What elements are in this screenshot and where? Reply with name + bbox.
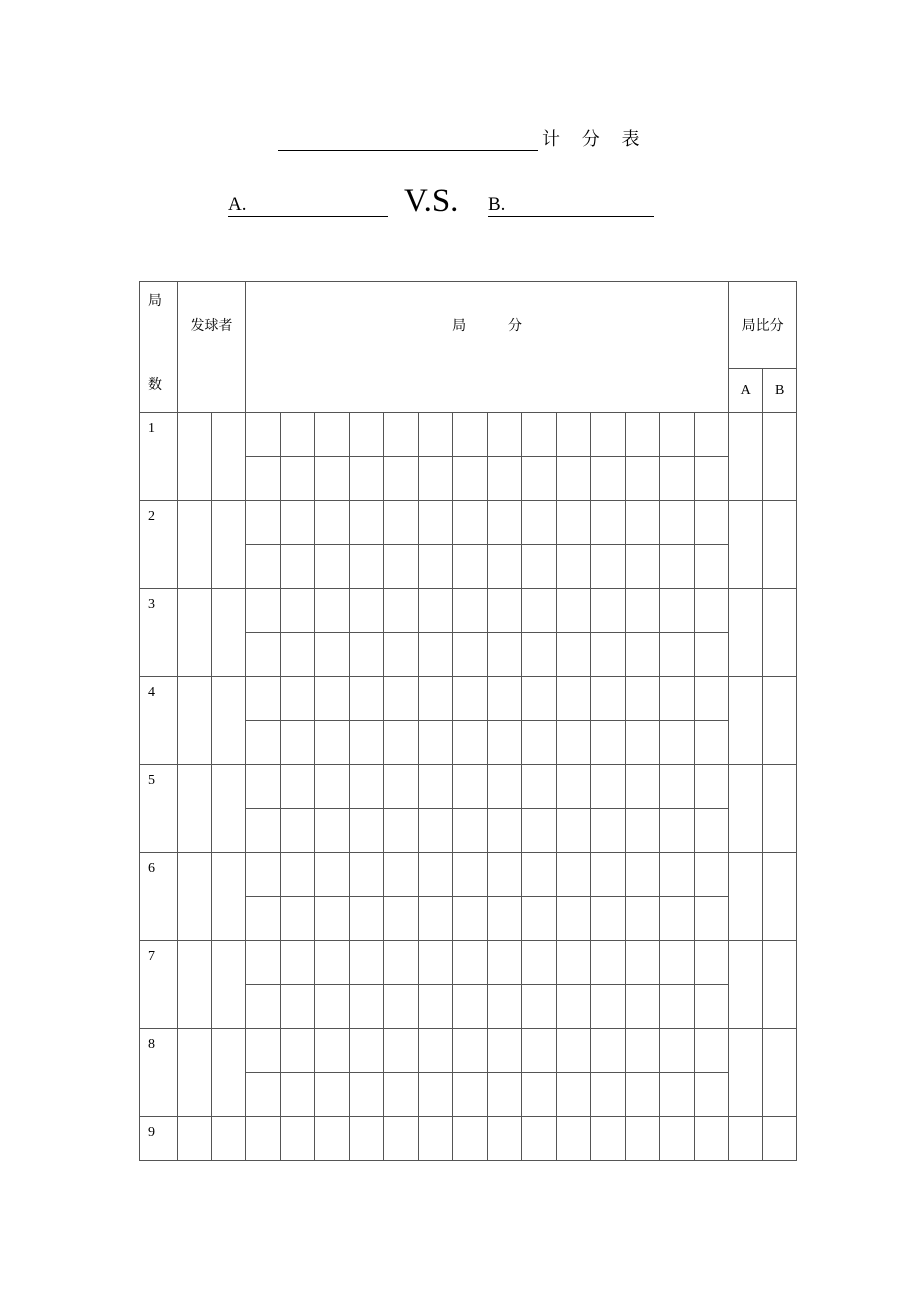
- point-cell[interactable]: [660, 809, 695, 853]
- point-cell[interactable]: [280, 501, 315, 545]
- point-cell[interactable]: [384, 457, 419, 501]
- ratio-a-cell[interactable]: [729, 1029, 763, 1117]
- point-cell[interactable]: [694, 1029, 729, 1073]
- point-cell[interactable]: [315, 1073, 350, 1117]
- point-cell[interactable]: [694, 941, 729, 985]
- point-cell[interactable]: [384, 501, 419, 545]
- point-cell[interactable]: [625, 501, 660, 545]
- point-cell[interactable]: [625, 1073, 660, 1117]
- point-cell[interactable]: [660, 721, 695, 765]
- point-cell[interactable]: [418, 413, 453, 457]
- point-cell[interactable]: [660, 545, 695, 589]
- point-cell[interactable]: [694, 633, 729, 677]
- point-cell[interactable]: [280, 941, 315, 985]
- point-cell[interactable]: [694, 765, 729, 809]
- point-cell[interactable]: [349, 589, 384, 633]
- point-cell[interactable]: [315, 1117, 350, 1161]
- point-cell[interactable]: [591, 1029, 626, 1073]
- point-cell[interactable]: [349, 853, 384, 897]
- game-header-bottom: 数: [148, 377, 162, 393]
- point-cell[interactable]: [384, 677, 419, 721]
- point-cell[interactable]: [384, 413, 419, 457]
- point-cell[interactable]: [349, 413, 384, 457]
- point-cell[interactable]: [625, 633, 660, 677]
- point-cell[interactable]: [694, 501, 729, 545]
- point-cell[interactable]: [384, 765, 419, 809]
- game-number: 1: [140, 413, 178, 501]
- point-cell[interactable]: [280, 457, 315, 501]
- point-cell[interactable]: [280, 633, 315, 677]
- point-cell[interactable]: [522, 545, 557, 589]
- ratio-a-cell[interactable]: [729, 501, 763, 589]
- point-cell[interactable]: [315, 633, 350, 677]
- server-cell[interactable]: [178, 941, 212, 1029]
- point-cell[interactable]: [522, 941, 557, 985]
- point-cell[interactable]: [522, 897, 557, 941]
- server-cell[interactable]: [178, 589, 212, 677]
- point-cell[interactable]: [660, 1117, 695, 1161]
- point-cell[interactable]: [349, 1117, 384, 1161]
- point-cell[interactable]: [660, 589, 695, 633]
- point-cell[interactable]: [522, 413, 557, 457]
- point-cell[interactable]: [556, 501, 591, 545]
- point-cell[interactable]: [384, 721, 419, 765]
- point-cell[interactable]: [349, 985, 384, 1029]
- event-name-blank[interactable]: [278, 128, 538, 151]
- point-cell[interactable]: [556, 985, 591, 1029]
- point-cell[interactable]: [418, 985, 453, 1029]
- point-cell[interactable]: [315, 941, 350, 985]
- server-cell[interactable]: [212, 501, 246, 589]
- point-cell[interactable]: [315, 457, 350, 501]
- point-cell[interactable]: [625, 897, 660, 941]
- point-cell[interactable]: [349, 765, 384, 809]
- server-cell[interactable]: [212, 765, 246, 853]
- ratio-a-header: A: [729, 369, 763, 413]
- server-cell[interactable]: [212, 1029, 246, 1117]
- point-cell[interactable]: [625, 809, 660, 853]
- point-cell[interactable]: [418, 721, 453, 765]
- score-table: [139, 281, 797, 1161]
- point-cell[interactable]: [384, 1117, 419, 1161]
- point-cell[interactable]: [591, 897, 626, 941]
- team-b-field[interactable]: B.: [488, 194, 654, 217]
- ratio-b-cell[interactable]: [763, 589, 797, 677]
- point-cell[interactable]: [522, 589, 557, 633]
- point-cell[interactable]: [591, 765, 626, 809]
- point-cell[interactable]: [625, 765, 660, 809]
- ratio-a-cell[interactable]: [729, 413, 763, 501]
- game-header-top: 局: [148, 293, 162, 309]
- game-number: 2: [140, 501, 178, 589]
- server-cell[interactable]: [212, 413, 246, 501]
- point-cell[interactable]: [625, 721, 660, 765]
- server-cell[interactable]: [212, 677, 246, 765]
- server-cell[interactable]: [178, 413, 212, 501]
- point-cell[interactable]: [660, 985, 695, 1029]
- server-cell[interactable]: [212, 941, 246, 1029]
- ratio-a-cell[interactable]: [729, 677, 763, 765]
- point-cell[interactable]: [246, 501, 281, 545]
- point-cell[interactable]: [315, 545, 350, 589]
- server-cell[interactable]: [212, 589, 246, 677]
- point-cell[interactable]: [556, 545, 591, 589]
- point-cell[interactable]: [660, 633, 695, 677]
- point-cell[interactable]: [660, 765, 695, 809]
- game-ratio-header: 局比分: [729, 282, 797, 369]
- point-cell[interactable]: [487, 985, 522, 1029]
- point-cell[interactable]: [591, 1117, 626, 1161]
- point-cell[interactable]: [280, 545, 315, 589]
- point-cell[interactable]: [487, 1073, 522, 1117]
- point-cell[interactable]: [625, 457, 660, 501]
- ratio-a-cell[interactable]: [729, 1117, 763, 1161]
- point-cell[interactable]: [522, 677, 557, 721]
- server-cell[interactable]: [178, 501, 212, 589]
- ratio-b-cell[interactable]: [763, 413, 797, 501]
- point-cell[interactable]: [522, 1117, 557, 1161]
- point-cell[interactable]: [694, 985, 729, 1029]
- point-cell[interactable]: [315, 677, 350, 721]
- point-cell[interactable]: [418, 1073, 453, 1117]
- matchup-row: [228, 182, 668, 222]
- point-cell[interactable]: [522, 721, 557, 765]
- server-cell[interactable]: [178, 1029, 212, 1117]
- point-cell[interactable]: [246, 413, 281, 457]
- point-cell[interactable]: [384, 985, 419, 1029]
- title-label: 计 分 表: [542, 129, 648, 150]
- point-cell[interactable]: [694, 853, 729, 897]
- point-cell[interactable]: [246, 721, 281, 765]
- game-number: 9: [140, 1117, 178, 1161]
- game-number-header: [140, 282, 178, 413]
- point-cell[interactable]: [349, 677, 384, 721]
- ratio-b-cell[interactable]: [763, 501, 797, 589]
- point-cell[interactable]: [556, 413, 591, 457]
- point-cell[interactable]: [625, 1029, 660, 1073]
- point-cell[interactable]: [487, 941, 522, 985]
- point-cell[interactable]: [487, 677, 522, 721]
- point-cell[interactable]: [625, 985, 660, 1029]
- point-cell[interactable]: [246, 809, 281, 853]
- team-a-field[interactable]: A.: [228, 194, 388, 217]
- point-cell[interactable]: [591, 633, 626, 677]
- server-cell[interactable]: [212, 1117, 246, 1161]
- point-cell[interactable]: [349, 897, 384, 941]
- point-cell[interactable]: [487, 589, 522, 633]
- point-cell[interactable]: [384, 853, 419, 897]
- point-cell[interactable]: [694, 413, 729, 457]
- point-cell[interactable]: [349, 501, 384, 545]
- point-cell[interactable]: [522, 501, 557, 545]
- point-cell[interactable]: [487, 809, 522, 853]
- point-cell[interactable]: [384, 809, 419, 853]
- ratio-b-header: B: [763, 369, 797, 413]
- point-cell[interactable]: [660, 853, 695, 897]
- point-cell[interactable]: [246, 941, 281, 985]
- game-number: 5: [140, 765, 178, 853]
- point-cell[interactable]: [418, 633, 453, 677]
- point-cell[interactable]: [453, 677, 488, 721]
- point-cell[interactable]: [591, 589, 626, 633]
- point-cell[interactable]: [246, 985, 281, 1029]
- point-cell[interactable]: [591, 677, 626, 721]
- point-cell[interactable]: [418, 765, 453, 809]
- server-cell[interactable]: [178, 677, 212, 765]
- point-cell[interactable]: [556, 853, 591, 897]
- server-cell[interactable]: [178, 853, 212, 941]
- point-cell[interactable]: [660, 941, 695, 985]
- point-cell[interactable]: [280, 721, 315, 765]
- point-cell[interactable]: [556, 633, 591, 677]
- server-cell[interactable]: [178, 1117, 212, 1161]
- point-cell[interactable]: [556, 589, 591, 633]
- point-cell[interactable]: [315, 853, 350, 897]
- point-cell[interactable]: [315, 589, 350, 633]
- point-cell[interactable]: [591, 413, 626, 457]
- point-cell[interactable]: [453, 809, 488, 853]
- point-cell[interactable]: [418, 853, 453, 897]
- point-cell[interactable]: [487, 457, 522, 501]
- point-cell[interactable]: [487, 545, 522, 589]
- point-cell[interactable]: [349, 1073, 384, 1117]
- point-cell[interactable]: [556, 721, 591, 765]
- point-cell[interactable]: [453, 985, 488, 1029]
- point-cell[interactable]: [418, 809, 453, 853]
- point-cell[interactable]: [625, 677, 660, 721]
- point-cell[interactable]: [522, 765, 557, 809]
- point-cell[interactable]: [349, 721, 384, 765]
- point-cell[interactable]: [453, 853, 488, 897]
- point-cell[interactable]: [453, 1073, 488, 1117]
- point-cell[interactable]: [418, 1029, 453, 1073]
- point-cell[interactable]: [522, 809, 557, 853]
- point-cell[interactable]: [246, 545, 281, 589]
- point-cell[interactable]: [453, 941, 488, 985]
- point-cell[interactable]: [349, 545, 384, 589]
- point-cell[interactable]: [418, 457, 453, 501]
- point-cell[interactable]: [315, 809, 350, 853]
- point-cell[interactable]: [591, 985, 626, 1029]
- point-cell[interactable]: [315, 897, 350, 941]
- point-cell[interactable]: [694, 545, 729, 589]
- point-cell[interactable]: [418, 501, 453, 545]
- point-cell[interactable]: [694, 1117, 729, 1161]
- point-cell[interactable]: [694, 677, 729, 721]
- point-cell[interactable]: [625, 853, 660, 897]
- point-cell[interactable]: [660, 897, 695, 941]
- server-cell[interactable]: [212, 853, 246, 941]
- point-cell[interactable]: [280, 589, 315, 633]
- point-cell[interactable]: [660, 413, 695, 457]
- point-cell[interactable]: [384, 1073, 419, 1117]
- point-cell[interactable]: [418, 677, 453, 721]
- point-cell[interactable]: [694, 1073, 729, 1117]
- point-cell[interactable]: [453, 1029, 488, 1073]
- ratio-a-cell[interactable]: [729, 765, 763, 853]
- point-cell[interactable]: [556, 1117, 591, 1161]
- point-cell[interactable]: [487, 721, 522, 765]
- point-cell[interactable]: [660, 457, 695, 501]
- point-cell[interactable]: [694, 457, 729, 501]
- point-cell[interactable]: [694, 589, 729, 633]
- point-cell[interactable]: [280, 765, 315, 809]
- point-cell[interactable]: [522, 457, 557, 501]
- point-cell[interactable]: [487, 413, 522, 457]
- point-cell[interactable]: [453, 897, 488, 941]
- point-cell[interactable]: [453, 413, 488, 457]
- point-cell[interactable]: [453, 1117, 488, 1161]
- point-cell[interactable]: [487, 765, 522, 809]
- ratio-b-cell[interactable]: [763, 765, 797, 853]
- game-number: 6: [140, 853, 178, 941]
- point-cell[interactable]: [625, 589, 660, 633]
- point-cell[interactable]: [384, 941, 419, 985]
- point-cell[interactable]: [694, 809, 729, 853]
- point-cell[interactable]: [625, 545, 660, 589]
- ratio-b-cell[interactable]: [763, 941, 797, 1029]
- point-cell[interactable]: [591, 1073, 626, 1117]
- server-cell[interactable]: [178, 765, 212, 853]
- point-cell[interactable]: [591, 809, 626, 853]
- point-cell[interactable]: [280, 985, 315, 1029]
- point-cell[interactable]: [522, 985, 557, 1029]
- point-cell[interactable]: [246, 853, 281, 897]
- point-cell[interactable]: [487, 1029, 522, 1073]
- point-cell[interactable]: [556, 677, 591, 721]
- point-cell[interactable]: [694, 897, 729, 941]
- point-cell[interactable]: [522, 853, 557, 897]
- point-cell[interactable]: [660, 1073, 695, 1117]
- point-cell[interactable]: [246, 633, 281, 677]
- point-cell[interactable]: [280, 413, 315, 457]
- score-sheet-title: [278, 123, 647, 151]
- point-cell[interactable]: [522, 633, 557, 677]
- ratio-a-cell[interactable]: [729, 941, 763, 1029]
- point-cell[interactable]: [418, 1117, 453, 1161]
- point-cell[interactable]: [487, 501, 522, 545]
- point-cell[interactable]: [384, 589, 419, 633]
- point-cell[interactable]: [453, 457, 488, 501]
- point-cell[interactable]: [487, 897, 522, 941]
- ratio-a-cell[interactable]: [729, 853, 763, 941]
- ratio-b-cell[interactable]: [763, 1029, 797, 1117]
- point-cell[interactable]: [246, 1117, 281, 1161]
- point-cell[interactable]: [625, 413, 660, 457]
- versus-label: V.S.: [404, 183, 459, 219]
- game-number: 8: [140, 1029, 178, 1117]
- ratio-b-cell[interactable]: [763, 853, 797, 941]
- point-cell[interactable]: [556, 941, 591, 985]
- point-cell[interactable]: [591, 457, 626, 501]
- point-cell[interactable]: [453, 721, 488, 765]
- point-cell[interactable]: [453, 633, 488, 677]
- point-cell[interactable]: [418, 545, 453, 589]
- point-cell[interactable]: [384, 633, 419, 677]
- ratio-a-cell[interactable]: [729, 589, 763, 677]
- point-cell[interactable]: [246, 457, 281, 501]
- point-cell[interactable]: [280, 1029, 315, 1073]
- point-cell[interactable]: [315, 501, 350, 545]
- point-cell[interactable]: [349, 633, 384, 677]
- ratio-b-cell[interactable]: [763, 677, 797, 765]
- point-cell[interactable]: [315, 413, 350, 457]
- point-cell[interactable]: [280, 1073, 315, 1117]
- point-cell[interactable]: [315, 765, 350, 809]
- point-cell[interactable]: [384, 897, 419, 941]
- point-cell[interactable]: [694, 721, 729, 765]
- points-header: 局 分: [246, 282, 729, 413]
- point-cell[interactable]: [384, 545, 419, 589]
- point-cell[interactable]: [246, 677, 281, 721]
- point-cell[interactable]: [349, 809, 384, 853]
- game-number: 7: [140, 941, 178, 1029]
- point-cell[interactable]: [384, 1029, 419, 1073]
- point-cell[interactable]: [315, 985, 350, 1029]
- point-cell[interactable]: [487, 853, 522, 897]
- point-cell[interactable]: [246, 1029, 281, 1073]
- point-cell[interactable]: [660, 1029, 695, 1073]
- point-cell[interactable]: [591, 721, 626, 765]
- point-cell[interactable]: [280, 897, 315, 941]
- point-cell[interactable]: [487, 633, 522, 677]
- ratio-b-cell[interactable]: [763, 1117, 797, 1161]
- point-cell[interactable]: [660, 677, 695, 721]
- point-cell[interactable]: [660, 501, 695, 545]
- point-cell[interactable]: [418, 589, 453, 633]
- point-cell[interactable]: [453, 589, 488, 633]
- point-cell[interactable]: [349, 457, 384, 501]
- point-cell[interactable]: [556, 457, 591, 501]
- point-cell[interactable]: [246, 897, 281, 941]
- point-cell[interactable]: [591, 941, 626, 985]
- point-cell[interactable]: [453, 765, 488, 809]
- point-cell[interactable]: [280, 809, 315, 853]
- game-number: 3: [140, 589, 178, 677]
- point-cell[interactable]: [522, 1029, 557, 1073]
- server-header: 发球者: [178, 282, 246, 413]
- point-cell[interactable]: [556, 809, 591, 853]
- point-cell[interactable]: [556, 1073, 591, 1117]
- point-cell[interactable]: [522, 1073, 557, 1117]
- point-cell[interactable]: [280, 853, 315, 897]
- point-cell[interactable]: [625, 941, 660, 985]
- point-cell[interactable]: [591, 853, 626, 897]
- point-cell[interactable]: [280, 677, 315, 721]
- point-cell[interactable]: [315, 1029, 350, 1073]
- point-cell[interactable]: [487, 1117, 522, 1161]
- point-cell[interactable]: [556, 765, 591, 809]
- point-cell[interactable]: [418, 897, 453, 941]
- point-cell[interactable]: [246, 1073, 281, 1117]
- point-cell[interactable]: [556, 897, 591, 941]
- point-cell[interactable]: [349, 941, 384, 985]
- point-cell[interactable]: [453, 545, 488, 589]
- point-cell[interactable]: [349, 1029, 384, 1073]
- point-cell[interactable]: [246, 765, 281, 809]
- point-cell[interactable]: [591, 501, 626, 545]
- point-cell[interactable]: [280, 1117, 315, 1161]
- point-cell[interactable]: [556, 1029, 591, 1073]
- point-cell[interactable]: [418, 941, 453, 985]
- point-cell[interactable]: [315, 721, 350, 765]
- point-cell[interactable]: [591, 545, 626, 589]
- point-cell[interactable]: [625, 1117, 660, 1161]
- point-cell[interactable]: [246, 589, 281, 633]
- point-cell[interactable]: [453, 501, 488, 545]
- game-number: 4: [140, 677, 178, 765]
